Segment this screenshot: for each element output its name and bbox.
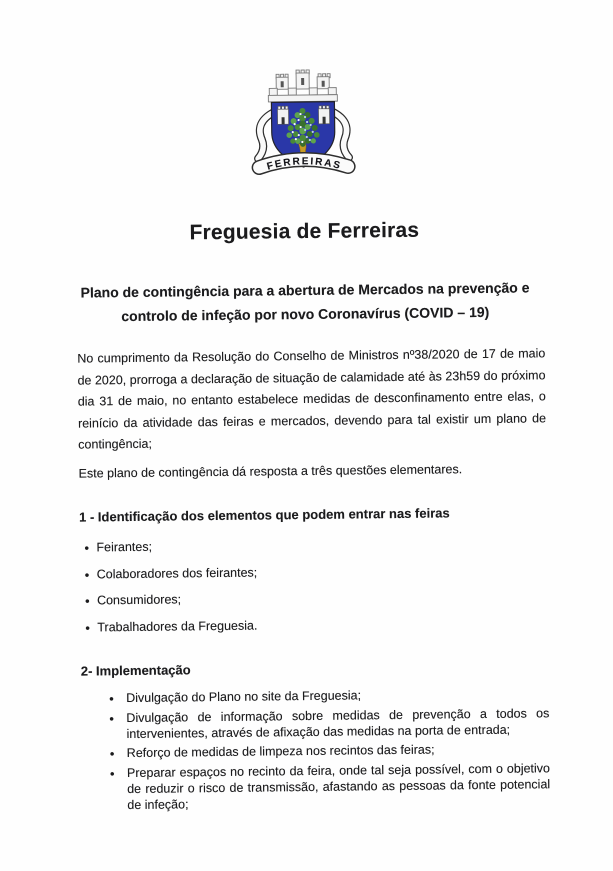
lead-in-paragraph: Este plano de contingência dá resposta a três questões elementares. (78, 461, 463, 481)
page-title: Freguesia de Ferreiras (189, 218, 420, 245)
coat-of-arms (240, 63, 366, 192)
mural-crown-icon (268, 70, 337, 102)
document-body (77, 343, 550, 814)
list-item: • Reforço de medidas de limpeza nos recintos das feiras; (82, 742, 550, 763)
section-1-heading: 1 - Identificação dos elementos que podem entrar nas feiras (79, 505, 450, 525)
document-subtitle: Plano de contingência para a abertura de Mercados na prevenção e controlo de infeção por novo Coronavírus (COVID – 19) (80, 279, 530, 325)
section-2-heading: 2- Implementação (80, 662, 191, 679)
list-item: • Consumidores; (85, 585, 548, 612)
section-1-list (79, 532, 548, 638)
banner-text: FERREIRAS (265, 156, 343, 173)
list-item: • Divulgação de informação sobre medidas de prevenção a todos os intervenientes, através de afixação das medidas na porta de entrada; (81, 706, 549, 743)
banner-ribbon (259, 156, 348, 173)
list-item: • Divulgação do Plano no site da Freguesia; (81, 686, 549, 707)
list-item: • Colaboradores dos feirantes; (85, 559, 548, 586)
coat-of-arms-graphic (240, 63, 366, 192)
list-item: • Preparar espaços no recinto da feira, onde tal seja possível, com o objetivo de reduzir o risco de transmissão, afastando as pessoas da fonte potencial de infeção; (82, 761, 551, 814)
intro-paragraph: No cumprimento da Resolução do Conselho de Ministros nº38/2020 de 17 de maio de 2020, prorroga a declaração de situação de calamidade até às 23h59 do próximo dia 31 de maio, no entanto estabelece medidas de desconfinamento entre elas, o reinício da atividade das feiras e mercados, devendo para tal existir um plano de contingência; (77, 346, 547, 452)
section-2-list (81, 686, 550, 814)
list-item: • Feirantes; (84, 532, 547, 559)
list-item: • Trabalhadores da Freguesia. (85, 612, 548, 639)
